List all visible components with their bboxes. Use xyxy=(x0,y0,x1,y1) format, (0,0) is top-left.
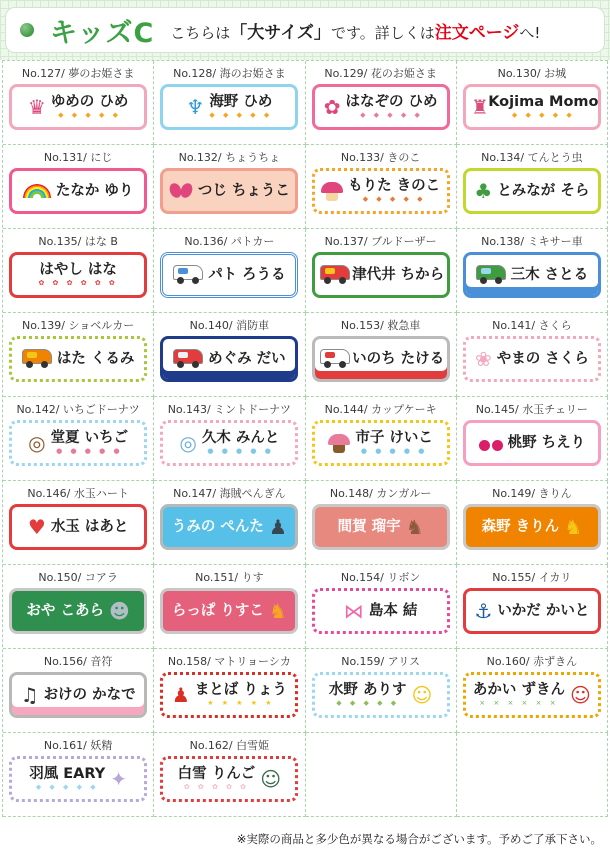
name-sticker xyxy=(312,336,450,382)
label-caption xyxy=(341,571,420,584)
name-sticker xyxy=(160,252,298,298)
label-cell xyxy=(3,313,154,397)
sticker-deco: ◆ ◆ ◆ ◆ ◆ xyxy=(58,111,121,120)
label-design-name: りす xyxy=(241,571,264,584)
label-design-name: 赤ずきん xyxy=(533,655,578,668)
cupcake-icon xyxy=(328,434,350,445)
label-cell xyxy=(457,397,608,481)
name-sticker xyxy=(160,588,298,634)
label-number: No.132/ xyxy=(178,151,222,164)
name-sticker xyxy=(312,168,450,214)
label-cell xyxy=(154,481,305,565)
sticker-name-text: やまの さくら xyxy=(496,350,589,367)
sticker-name-text: 水野 ありす xyxy=(328,681,407,698)
label-number: No.156/ xyxy=(43,655,87,668)
label-caption xyxy=(16,403,139,416)
label-cell xyxy=(3,481,154,565)
sticker-name-text: いかだ かいと xyxy=(497,602,590,619)
name-sticker xyxy=(160,168,298,214)
name-sticker xyxy=(312,420,450,466)
label-number: No.153/ xyxy=(340,319,384,332)
name-sticker xyxy=(9,588,147,634)
sticker-text-block xyxy=(497,184,589,199)
sticker-name-text: Kojima Momo xyxy=(488,93,599,110)
strawberry-donut-icon: ◎ xyxy=(28,431,46,456)
sticker-deco: ◆ ◆ ◆ ◆ ◆ xyxy=(35,783,99,792)
label-design-name: 白雪姫 xyxy=(236,739,270,752)
sticker-name-text: 市子 けいこ xyxy=(355,429,433,446)
label-caption xyxy=(341,151,420,164)
label-design-name: 水玉ハート xyxy=(73,487,129,500)
sticker-name-text: はなぞの ひめ xyxy=(345,93,438,110)
label-caption xyxy=(190,319,269,332)
name-sticker xyxy=(463,252,601,298)
snow-white-icon: ☺ xyxy=(260,767,282,792)
castle-icon: ♜ xyxy=(470,95,489,120)
label-number: No.158/ xyxy=(167,655,211,668)
sticker-text-block xyxy=(208,352,286,367)
page-title: キッズC xyxy=(50,17,155,49)
label-number: No.133/ xyxy=(340,151,384,164)
label-caption xyxy=(38,235,118,248)
name-sticker xyxy=(463,672,601,718)
mixer-truck-icon xyxy=(476,265,506,280)
label-design-name: カップケーキ xyxy=(371,403,437,416)
name-sticker xyxy=(160,504,298,550)
label-number: No.149/ xyxy=(492,487,536,500)
label-caption xyxy=(168,403,291,416)
name-sticker xyxy=(160,672,298,718)
name-sticker xyxy=(463,420,601,466)
sticker-text-block xyxy=(352,266,445,283)
sticker-text-block xyxy=(172,520,264,535)
label-number: No.137/ xyxy=(324,235,368,248)
label-cell xyxy=(3,733,154,817)
sticker-name-text: 久木 みんと xyxy=(201,429,280,446)
label-number: No.135/ xyxy=(38,235,82,248)
sticker-name-text: らっぱ りすこ xyxy=(171,602,264,619)
label-caption xyxy=(492,571,571,584)
excavator-icon xyxy=(22,349,52,364)
label-cell xyxy=(306,145,457,229)
label-number: No.144/ xyxy=(324,403,368,416)
label-design-name: 海のお姫さま xyxy=(219,67,286,80)
sticker-text-block xyxy=(209,95,272,120)
label-number: No.146/ xyxy=(27,487,71,500)
label-cell xyxy=(154,61,305,145)
alice-icon: ☺ xyxy=(411,683,433,708)
sticker-text-block xyxy=(51,520,129,535)
label-caption xyxy=(481,235,582,248)
sticker-name-text: 水玉 はあと xyxy=(50,518,129,535)
sticker-name-text: 島本 結 xyxy=(368,602,418,619)
matryoshka-icon: ♟ xyxy=(171,683,190,708)
label-number: No.140/ xyxy=(189,319,233,332)
sticker-text-block xyxy=(51,95,129,120)
label-design-name: イカリ xyxy=(538,571,572,584)
sticker-text-block xyxy=(51,431,129,456)
ribbon-icon: ⋈ xyxy=(343,599,364,624)
sticker-name-text: とみなが そら xyxy=(497,182,590,199)
sticker-text-block xyxy=(202,431,280,456)
label-number: No.154/ xyxy=(340,571,384,584)
police-car-icon xyxy=(173,265,203,280)
label-cell xyxy=(457,565,608,649)
sticker-deco: × × × × × × xyxy=(479,699,559,708)
sticker-name-text: 間賀 瑠宇 xyxy=(337,518,401,535)
sticker-text-block xyxy=(44,688,136,703)
label-design-name: きりん xyxy=(538,487,572,500)
footer-note: ※実際の商品と多少色が異なる場合がございます。予めご了承下さい。 xyxy=(236,832,602,846)
label-cell xyxy=(3,145,154,229)
label-caption xyxy=(341,655,420,668)
subtitle-mid: です。詳しくは xyxy=(330,23,435,42)
label-design-name: コアラ xyxy=(84,571,118,584)
sticker-text-block xyxy=(482,520,560,535)
sticker-name-text: ゆめの ひめ xyxy=(50,93,129,110)
sticker-text-block xyxy=(497,352,589,367)
sticker-name-text: つじ ちょうこ xyxy=(197,182,290,199)
label-design-name: てんとう虫 xyxy=(527,151,583,164)
sticker-deco: ◆ ◆ ◆ ◆ ◆ xyxy=(362,195,426,204)
label-number: No.128/ xyxy=(173,67,217,80)
label-design-name: 海賊ぺんぎん xyxy=(219,487,286,500)
label-design-name: アリス xyxy=(387,655,421,668)
name-sticker xyxy=(463,588,601,634)
subtitle-post: へ! xyxy=(519,23,541,42)
sticker-name-text: あかい ずきん xyxy=(472,681,565,698)
label-caption xyxy=(44,151,112,164)
name-sticker xyxy=(463,504,601,550)
label-number: No.141/ xyxy=(492,319,536,332)
name-sticker xyxy=(312,672,450,718)
sticker-text-block xyxy=(508,436,586,451)
label-design-name: カンガルー xyxy=(376,487,432,500)
label-caption xyxy=(22,67,134,80)
label-design-name: いちごドーナツ xyxy=(62,403,140,416)
label-caption xyxy=(498,67,566,80)
label-design-name: お城 xyxy=(544,67,567,80)
sticker-text-block xyxy=(329,683,407,708)
label-design-name: マトリョーシカ xyxy=(214,655,291,668)
label-design-name: 救急車 xyxy=(387,319,421,332)
label-cell xyxy=(306,397,457,481)
label-cell xyxy=(306,649,457,733)
label-cell xyxy=(306,313,457,397)
label-design-name: 花のお姫さま xyxy=(370,67,437,80)
sticker-name-text: たなか ゆり xyxy=(55,182,134,199)
sticker-name-text: うみの ぺんた xyxy=(171,518,264,535)
label-number: No.155/ xyxy=(492,571,536,584)
label-cell xyxy=(154,145,305,229)
sticker-text-block xyxy=(57,352,135,367)
squirrel-icon: ♞ xyxy=(268,599,287,624)
label-cell xyxy=(306,61,457,145)
label-cell xyxy=(457,481,608,565)
label-design-name: 水玉チェリー xyxy=(522,403,588,416)
label-caption xyxy=(325,403,437,416)
bulldozer-icon xyxy=(320,265,350,280)
label-cell xyxy=(3,649,154,733)
label-design-name: はな B xyxy=(84,235,118,248)
label-caption xyxy=(190,739,269,752)
label-caption xyxy=(27,487,128,500)
sticker-name-text: まとば りょう xyxy=(194,681,287,698)
sticker-deco: ● ● ● ● ● xyxy=(360,447,428,456)
label-number: No.139/ xyxy=(22,319,65,332)
sticker-name-text: 堂夏 いちご xyxy=(50,429,129,446)
label-cell xyxy=(154,229,305,313)
label-cell xyxy=(154,313,305,397)
sticker-deco: ✿ ✿ ✿ ✿ ✿ ✿ xyxy=(38,279,118,288)
sticker-deco: ✿ ✿ ✿ ✿ ✿ xyxy=(183,783,250,792)
label-design-name: 夢のお姫さま xyxy=(68,67,135,80)
sticker-text-block xyxy=(29,767,105,792)
sticker-deco: ● ● ● ● ● xyxy=(207,447,274,456)
label-caption xyxy=(195,571,263,584)
sticker-name-text: はた くるみ xyxy=(56,350,135,367)
sticker-name-text: 津代井 ちから xyxy=(352,266,445,283)
clover-ladybug-icon: ♣ xyxy=(474,179,493,204)
fairy-icon: ✦ xyxy=(110,767,128,792)
sticker-name-text: 海野 ひめ xyxy=(209,93,273,110)
sticker-name-text: もりた きのこ xyxy=(348,177,441,194)
sticker-text-block xyxy=(473,683,565,708)
label-caption xyxy=(492,319,571,332)
name-sticker xyxy=(160,84,298,130)
label-caption xyxy=(476,403,588,416)
empty-cell xyxy=(457,733,608,817)
label-cell xyxy=(306,229,457,313)
label-caption xyxy=(341,319,420,332)
label-design-name: 音符 xyxy=(90,655,113,668)
name-sticker xyxy=(9,756,147,802)
label-caption xyxy=(184,235,274,248)
name-sticker xyxy=(9,168,147,214)
green-dot-icon xyxy=(20,23,34,37)
label-number: No.131/ xyxy=(43,151,87,164)
label-cell xyxy=(306,481,457,565)
label-number: No.134/ xyxy=(481,151,525,164)
sticker-deco: ● ● ● ● ● xyxy=(56,447,123,456)
name-sticker xyxy=(463,84,601,130)
sticker-text-block xyxy=(198,184,290,199)
giraffe-icon: ♞ xyxy=(564,515,583,540)
fire-truck-icon xyxy=(173,349,203,364)
sticker-text-block xyxy=(497,604,589,619)
label-caption xyxy=(44,739,112,752)
name-sticker xyxy=(9,672,147,718)
cherry-icon xyxy=(479,436,503,451)
sakura-icon: ❀ xyxy=(474,347,492,372)
label-number: No.162/ xyxy=(189,739,233,752)
music-note-icon: ♫ xyxy=(20,683,39,708)
label-caption xyxy=(173,487,285,500)
label-cell xyxy=(457,145,608,229)
label-number: No.143/ xyxy=(167,403,211,416)
label-cell xyxy=(154,397,305,481)
sticker-text-block xyxy=(511,268,589,283)
koala-icon: ☻ xyxy=(108,599,130,624)
name-sticker xyxy=(312,504,450,550)
label-number: No.138/ xyxy=(481,235,525,248)
label-design-name: 妖精 xyxy=(90,739,113,752)
sticker-name-text: はやし はな xyxy=(39,261,117,278)
label-number: No.145/ xyxy=(475,403,519,416)
label-design-name: ミキサー車 xyxy=(527,235,583,248)
name-sticker xyxy=(160,420,298,466)
sticker-text-block xyxy=(355,431,433,456)
label-design-name: ブルドーザー xyxy=(371,235,437,248)
label-grid xyxy=(2,60,608,817)
label-cell xyxy=(3,397,154,481)
ambulance-icon xyxy=(320,349,350,364)
name-sticker xyxy=(160,756,298,802)
name-sticker xyxy=(312,588,450,634)
sticker-text-block xyxy=(488,93,599,120)
sticker-text-block xyxy=(352,350,445,367)
header-box xyxy=(5,7,605,53)
sticker-name-text: めぐみ だい xyxy=(208,350,286,367)
sticker-deco: ◆ ◆ ◆ ◆ ◆ xyxy=(511,111,575,120)
label-number: No.129/ xyxy=(324,67,368,80)
name-sticker xyxy=(463,336,601,382)
mushroom-icon xyxy=(321,182,343,193)
sticker-name-text: おや こあら xyxy=(26,602,104,619)
sticker-text-block xyxy=(348,179,440,204)
label-design-name: ショベルカー xyxy=(68,319,135,332)
label-caption xyxy=(179,151,280,164)
sticker-text-block xyxy=(26,604,104,619)
header-subtitle xyxy=(170,18,540,43)
label-caption xyxy=(487,655,577,668)
name-sticker xyxy=(160,336,298,382)
label-cell xyxy=(3,565,154,649)
label-cell xyxy=(457,229,608,313)
label-design-name: パトカー xyxy=(230,235,275,248)
name-sticker xyxy=(9,420,147,466)
label-cell xyxy=(154,733,305,817)
label-design-name: さくら xyxy=(538,319,572,332)
sticker-text-block xyxy=(38,263,117,288)
sticker-deco: ◆ ◆ ◆ ◆ ◆ xyxy=(360,111,423,120)
label-design-name: ちょうちょ xyxy=(225,151,281,164)
label-number: No.150/ xyxy=(38,571,82,584)
name-sticker xyxy=(9,336,147,382)
sticker-text-block xyxy=(208,268,285,283)
red-hood-icon: ☺ xyxy=(569,683,591,708)
label-design-name: きのこ xyxy=(387,151,421,164)
mint-donut-icon: ◎ xyxy=(179,431,197,456)
sticker-text-block xyxy=(178,767,256,792)
label-caption xyxy=(44,655,112,668)
label-number: No.161/ xyxy=(43,739,87,752)
name-sticker xyxy=(9,252,147,298)
label-caption xyxy=(492,487,571,500)
princess-icon: ♛ xyxy=(27,95,46,120)
label-caption xyxy=(173,67,285,80)
sticker-deco: ◆ ◆ ◆ ◆ ◆ xyxy=(336,699,400,708)
label-number: No.160/ xyxy=(486,655,530,668)
label-caption xyxy=(330,487,431,500)
sticker-text-block xyxy=(56,184,134,199)
sticker-name-text: 白雪 りんご xyxy=(177,765,256,782)
label-cell xyxy=(154,649,305,733)
sticker-name-text: 三木 さとる xyxy=(510,266,589,283)
page-header xyxy=(0,0,610,60)
label-design-name: リボン xyxy=(387,571,421,584)
name-sticker xyxy=(9,84,147,130)
label-design-name: にじ xyxy=(90,151,113,164)
label-design-name: ミントドーナツ xyxy=(214,403,292,416)
sticker-text-block xyxy=(345,95,437,120)
name-sticker xyxy=(463,168,601,214)
butterfly-icon xyxy=(169,182,193,200)
label-number: No.147/ xyxy=(173,487,217,500)
sticker-text-block xyxy=(172,604,264,619)
label-cell xyxy=(457,649,608,733)
name-sticker xyxy=(312,84,450,130)
label-caption xyxy=(168,655,291,668)
sticker-name-text: パト ろうる xyxy=(208,266,286,283)
label-cell xyxy=(3,61,154,145)
anchor-icon: ⚓ xyxy=(474,599,493,624)
mermaid-icon: ♆ xyxy=(186,95,205,120)
label-number: No.148/ xyxy=(329,487,373,500)
label-number: No.130/ xyxy=(497,67,541,80)
label-number: No.159/ xyxy=(341,655,385,668)
sticker-name-text: おけの かなで xyxy=(43,686,136,703)
name-sticker xyxy=(312,252,450,298)
heart-icon: ♥ xyxy=(27,515,46,540)
sticker-text-block xyxy=(338,520,401,535)
sticker-name-text: いのち たける xyxy=(352,350,445,367)
label-number: No.136/ xyxy=(184,235,228,248)
label-caption xyxy=(22,319,134,332)
label-caption xyxy=(481,151,582,164)
label-cell xyxy=(3,229,154,313)
name-sticker xyxy=(9,504,147,550)
sticker-name-text: 羽風 EARY xyxy=(29,765,106,782)
sticker-text-block xyxy=(195,683,287,708)
label-number: No.142/ xyxy=(16,403,60,416)
label-design-name: 消防車 xyxy=(236,319,270,332)
sticker-deco: ◆ ◆ ◆ ◆ ◆ xyxy=(209,111,273,120)
kangaroo-icon: ♞ xyxy=(405,515,424,540)
label-cell xyxy=(457,61,608,145)
order-page-link[interactable]: 注文ページ xyxy=(434,22,520,43)
label-number: No.151/ xyxy=(195,571,239,584)
empty-cell xyxy=(306,733,457,817)
sticker-text-block xyxy=(369,604,418,619)
sticker-name-text: 桃野 ちえり xyxy=(507,434,586,451)
subtitle-size: 「大サイズ」 xyxy=(230,22,331,43)
label-caption xyxy=(324,67,436,80)
label-number: No.127/ xyxy=(21,67,65,80)
label-cell xyxy=(457,313,608,397)
sticker-name-text: 森野 きりん xyxy=(481,518,560,535)
label-caption xyxy=(325,235,437,248)
label-cell xyxy=(154,565,305,649)
subtitle-pre: こちらは xyxy=(170,23,231,42)
rainbow-icon xyxy=(23,184,51,198)
pirate-penguin-icon: ♟ xyxy=(268,515,287,540)
label-cell xyxy=(306,565,457,649)
label-caption xyxy=(38,571,117,584)
sticker-deco: ★ ★ ★ ★ ★ xyxy=(207,699,275,708)
flower-princess-icon: ✿ xyxy=(323,95,341,120)
